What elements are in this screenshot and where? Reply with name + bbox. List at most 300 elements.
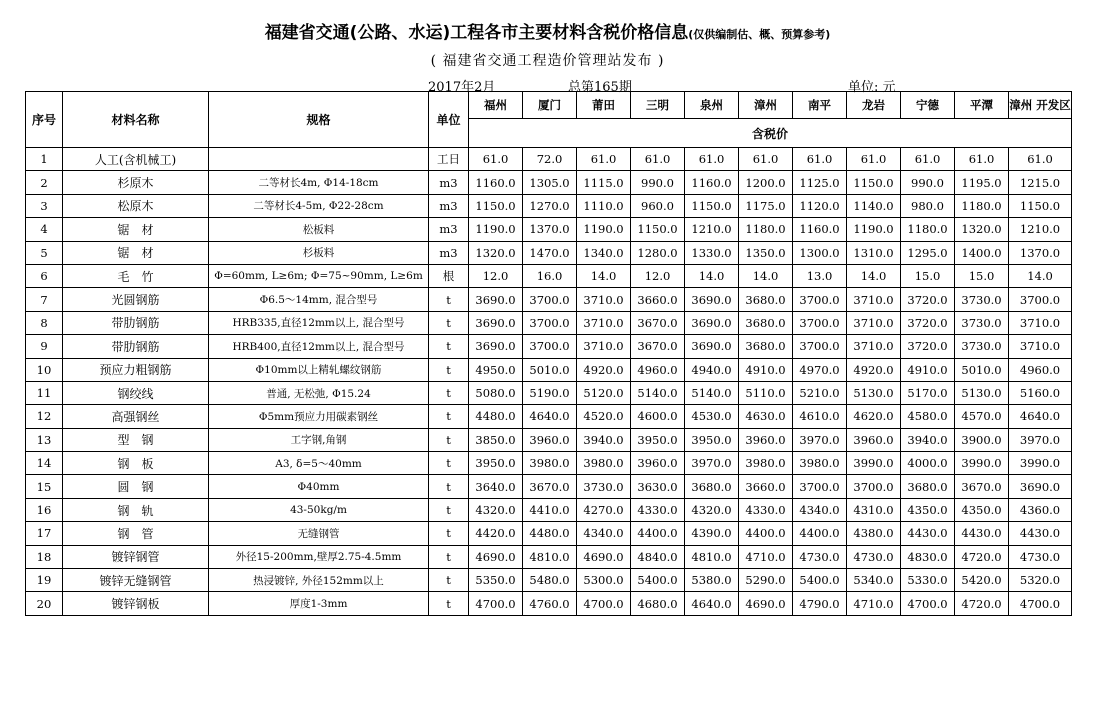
row-price: 4310.0 bbox=[847, 498, 901, 521]
row-price: 1470.0 bbox=[523, 241, 577, 264]
row-price: 4790.0 bbox=[793, 592, 847, 615]
row-price: 4690.0 bbox=[739, 592, 793, 615]
col-header-spec: 规格 bbox=[209, 92, 429, 148]
row-price: 5300.0 bbox=[577, 569, 631, 592]
row-price: 3730.0 bbox=[955, 288, 1009, 311]
row-price: 3710.0 bbox=[847, 335, 901, 358]
row-price: 61.0 bbox=[685, 148, 739, 171]
row-price: 1175.0 bbox=[739, 194, 793, 217]
row-unit: t bbox=[429, 545, 469, 568]
row-price: 61.0 bbox=[577, 148, 631, 171]
table-row bbox=[26, 498, 1072, 521]
row-price: 3980.0 bbox=[739, 452, 793, 475]
col-header-price-group: 含税价 bbox=[469, 119, 1072, 148]
row-price: 3990.0 bbox=[847, 452, 901, 475]
row-material-name: 光圆钢筋 bbox=[63, 288, 209, 311]
row-price: 4330.0 bbox=[631, 498, 685, 521]
row-price: 14.0 bbox=[847, 264, 901, 287]
row-price: 4420.0 bbox=[469, 522, 523, 545]
row-material-name: 钢 管 bbox=[63, 522, 209, 545]
row-material-name: 预应力粗钢筋 bbox=[63, 358, 209, 381]
row-price: 4730.0 bbox=[847, 545, 901, 568]
price-table bbox=[25, 91, 1072, 616]
row-price: 1180.0 bbox=[955, 194, 1009, 217]
row-price: 61.0 bbox=[847, 148, 901, 171]
row-price: 3710.0 bbox=[1009, 311, 1072, 334]
row-material-name: 带肋钢筋 bbox=[63, 311, 209, 334]
row-price: 3680.0 bbox=[739, 335, 793, 358]
row-price: 4700.0 bbox=[1009, 592, 1072, 615]
row-price: 4430.0 bbox=[955, 522, 1009, 545]
col-header-city: 福州 bbox=[469, 92, 523, 119]
row-price: 3670.0 bbox=[523, 475, 577, 498]
row-price: 14.0 bbox=[577, 264, 631, 287]
col-header-city: 龙岩 bbox=[847, 92, 901, 119]
row-seq: 7 bbox=[26, 288, 63, 311]
row-seq: 16 bbox=[26, 498, 63, 521]
row-material-name: 锯 材 bbox=[63, 241, 209, 264]
row-price: 3960.0 bbox=[739, 428, 793, 451]
row-price: 4480.0 bbox=[523, 522, 577, 545]
row-price: 5400.0 bbox=[793, 569, 847, 592]
row-unit: t bbox=[429, 311, 469, 334]
row-seq: 8 bbox=[26, 311, 63, 334]
row-price: 3720.0 bbox=[901, 311, 955, 334]
row-price: 3700.0 bbox=[523, 311, 577, 334]
row-price: 3670.0 bbox=[631, 311, 685, 334]
row-price: 3970.0 bbox=[685, 452, 739, 475]
row-seq: 9 bbox=[26, 335, 63, 358]
row-material-name: 圆 钢 bbox=[63, 475, 209, 498]
col-header-city: 南平 bbox=[793, 92, 847, 119]
row-price: 1300.0 bbox=[793, 241, 847, 264]
row-price: 61.0 bbox=[793, 148, 847, 171]
row-material-name: 镀锌钢板 bbox=[63, 592, 209, 615]
row-price: 12.0 bbox=[469, 264, 523, 287]
row-price: 4710.0 bbox=[739, 545, 793, 568]
row-price: 4340.0 bbox=[577, 522, 631, 545]
row-price: 3690.0 bbox=[685, 335, 739, 358]
table-row bbox=[26, 452, 1072, 475]
row-seq: 19 bbox=[26, 569, 63, 592]
col-header-seq: 序号 bbox=[26, 92, 63, 148]
row-spec: 二等材长4m, Φ14-18cm bbox=[209, 171, 429, 194]
row-price: 3700.0 bbox=[793, 475, 847, 498]
row-price: 3680.0 bbox=[739, 288, 793, 311]
row-price: 1270.0 bbox=[523, 194, 577, 217]
row-price: 14.0 bbox=[1009, 264, 1072, 287]
row-price: 1150.0 bbox=[469, 194, 523, 217]
row-price: 3940.0 bbox=[577, 428, 631, 451]
row-price: 61.0 bbox=[739, 148, 793, 171]
col-header-city: 漳州 bbox=[739, 92, 793, 119]
row-unit: t bbox=[429, 592, 469, 615]
row-price: 5340.0 bbox=[847, 569, 901, 592]
row-price: 5350.0 bbox=[469, 569, 523, 592]
row-unit: t bbox=[429, 405, 469, 428]
row-price: 5400.0 bbox=[631, 569, 685, 592]
row-price: 5170.0 bbox=[901, 381, 955, 404]
row-price: 5380.0 bbox=[685, 569, 739, 592]
row-price: 1125.0 bbox=[793, 171, 847, 194]
row-material-name: 毛 竹 bbox=[63, 264, 209, 287]
row-price: 4830.0 bbox=[901, 545, 955, 568]
row-material-name: 钢 板 bbox=[63, 452, 209, 475]
row-price: 1305.0 bbox=[523, 171, 577, 194]
row-material-name: 高强钢丝 bbox=[63, 405, 209, 428]
row-unit: t bbox=[429, 358, 469, 381]
row-price: 1350.0 bbox=[739, 241, 793, 264]
row-seq: 10 bbox=[26, 358, 63, 381]
row-seq: 6 bbox=[26, 264, 63, 287]
row-price: 4680.0 bbox=[631, 592, 685, 615]
row-price: 3670.0 bbox=[955, 475, 1009, 498]
row-price: 1150.0 bbox=[1009, 194, 1072, 217]
row-price: 3980.0 bbox=[577, 452, 631, 475]
row-price: 1200.0 bbox=[739, 171, 793, 194]
row-material-name: 杉原木 bbox=[63, 171, 209, 194]
row-price: 4570.0 bbox=[955, 405, 1009, 428]
row-unit: t bbox=[429, 381, 469, 404]
row-price: 1160.0 bbox=[685, 171, 739, 194]
row-price: 1370.0 bbox=[523, 218, 577, 241]
row-price: 3700.0 bbox=[1009, 288, 1072, 311]
row-price: 61.0 bbox=[955, 148, 1009, 171]
row-unit: t bbox=[429, 475, 469, 498]
row-price: 3630.0 bbox=[631, 475, 685, 498]
row-price: 1120.0 bbox=[793, 194, 847, 217]
row-price: 4270.0 bbox=[577, 498, 631, 521]
row-price: 1190.0 bbox=[577, 218, 631, 241]
row-price: 3720.0 bbox=[901, 288, 955, 311]
row-spec: 外径15-200mm,壁厚2.75-4.5mm bbox=[209, 545, 429, 568]
row-price: 4000.0 bbox=[901, 452, 955, 475]
row-price: 4350.0 bbox=[901, 498, 955, 521]
row-price: 3690.0 bbox=[469, 288, 523, 311]
row-price: 4960.0 bbox=[1009, 358, 1072, 381]
row-spec: Φ10mm以上精轧螺纹钢筋 bbox=[209, 358, 429, 381]
row-price: 4760.0 bbox=[523, 592, 577, 615]
row-price: 3710.0 bbox=[847, 311, 901, 334]
row-spec: 厚度1-3mm bbox=[209, 592, 429, 615]
table-row bbox=[26, 194, 1072, 217]
row-price: 1340.0 bbox=[577, 241, 631, 264]
row-price: 4530.0 bbox=[685, 405, 739, 428]
row-price: 1190.0 bbox=[469, 218, 523, 241]
row-price: 3680.0 bbox=[739, 311, 793, 334]
row-price: 61.0 bbox=[901, 148, 955, 171]
row-price: 990.0 bbox=[631, 171, 685, 194]
row-price: 4320.0 bbox=[685, 498, 739, 521]
row-spec: 无缝钢管 bbox=[209, 522, 429, 545]
row-price: 3960.0 bbox=[847, 428, 901, 451]
row-price: 4940.0 bbox=[685, 358, 739, 381]
row-price: 4400.0 bbox=[793, 522, 847, 545]
title-text: 福建省交通(公路、水运)工程各市主要材料含税价格信息 bbox=[264, 23, 689, 43]
row-seq: 3 bbox=[26, 194, 63, 217]
row-unit: t bbox=[429, 335, 469, 358]
row-price: 3950.0 bbox=[469, 452, 523, 475]
row-spec: Φ5mm预应力用碳素钢丝 bbox=[209, 405, 429, 428]
row-spec: 43-50kg/m bbox=[209, 498, 429, 521]
row-price: 1280.0 bbox=[631, 241, 685, 264]
row-price: 4700.0 bbox=[577, 592, 631, 615]
row-price: 1400.0 bbox=[955, 241, 1009, 264]
row-price: 3940.0 bbox=[901, 428, 955, 451]
row-material-name: 型 钢 bbox=[63, 428, 209, 451]
row-price: 4810.0 bbox=[523, 545, 577, 568]
row-price: 1180.0 bbox=[739, 218, 793, 241]
issue-number: 总第165期 bbox=[568, 80, 632, 95]
row-price: 3700.0 bbox=[523, 335, 577, 358]
row-price: 3690.0 bbox=[1009, 475, 1072, 498]
issue-date: 2017年2月 bbox=[428, 80, 496, 95]
row-price: 4720.0 bbox=[955, 592, 1009, 615]
row-price: 3850.0 bbox=[469, 428, 523, 451]
row-price: 4970.0 bbox=[793, 358, 847, 381]
row-price: 5320.0 bbox=[1009, 569, 1072, 592]
row-price: 4390.0 bbox=[685, 522, 739, 545]
col-header-city: 漳州 开发区 bbox=[1009, 92, 1072, 119]
row-unit: m3 bbox=[429, 218, 469, 241]
row-price: 4810.0 bbox=[685, 545, 739, 568]
row-seq: 20 bbox=[26, 592, 63, 615]
row-price: 3950.0 bbox=[631, 428, 685, 451]
row-material-name: 镀锌无缝钢管 bbox=[63, 569, 209, 592]
row-price: 15.0 bbox=[901, 264, 955, 287]
row-price: 3970.0 bbox=[1009, 428, 1072, 451]
row-seq: 14 bbox=[26, 452, 63, 475]
row-price: 3970.0 bbox=[793, 428, 847, 451]
row-price: 5120.0 bbox=[577, 381, 631, 404]
row-price: 3960.0 bbox=[523, 428, 577, 451]
table-row bbox=[26, 241, 1072, 264]
row-unit: t bbox=[429, 288, 469, 311]
table-row bbox=[26, 475, 1072, 498]
row-price: 4330.0 bbox=[739, 498, 793, 521]
row-price: 1195.0 bbox=[955, 171, 1009, 194]
row-price: 4730.0 bbox=[1009, 545, 1072, 568]
row-price: 3990.0 bbox=[955, 452, 1009, 475]
row-price: 3710.0 bbox=[577, 311, 631, 334]
row-price: 3710.0 bbox=[847, 288, 901, 311]
table-row bbox=[26, 522, 1072, 545]
row-price: 5160.0 bbox=[1009, 381, 1072, 404]
row-price: 3690.0 bbox=[685, 311, 739, 334]
row-price: 5290.0 bbox=[739, 569, 793, 592]
row-price: 3680.0 bbox=[685, 475, 739, 498]
row-price: 5330.0 bbox=[901, 569, 955, 592]
col-header-city: 厦门 bbox=[523, 92, 577, 119]
row-price: 4720.0 bbox=[955, 545, 1009, 568]
table-row bbox=[26, 148, 1072, 171]
row-unit: m3 bbox=[429, 241, 469, 264]
row-price: 1150.0 bbox=[631, 218, 685, 241]
row-price: 5130.0 bbox=[847, 381, 901, 404]
row-price: 3690.0 bbox=[469, 311, 523, 334]
row-price: 1330.0 bbox=[685, 241, 739, 264]
row-price: 61.0 bbox=[469, 148, 523, 171]
row-price: 14.0 bbox=[685, 264, 739, 287]
row-seq: 13 bbox=[26, 428, 63, 451]
row-price: 3980.0 bbox=[523, 452, 577, 475]
row-price: 1150.0 bbox=[847, 171, 901, 194]
row-price: 4840.0 bbox=[631, 545, 685, 568]
row-price: 3720.0 bbox=[901, 335, 955, 358]
row-price: 5010.0 bbox=[955, 358, 1009, 381]
unit-label: 单位: 元 bbox=[848, 80, 896, 95]
table-row bbox=[26, 405, 1072, 428]
row-price: 4640.0 bbox=[685, 592, 739, 615]
row-price: 1370.0 bbox=[1009, 241, 1072, 264]
row-price: 61.0 bbox=[631, 148, 685, 171]
row-price: 4380.0 bbox=[847, 522, 901, 545]
row-price: 3700.0 bbox=[793, 335, 847, 358]
row-price: 1160.0 bbox=[793, 218, 847, 241]
table-row bbox=[26, 428, 1072, 451]
publisher-subtitle: ( 福建省交通工程造价管理站发布 ) bbox=[430, 53, 665, 69]
row-price: 3670.0 bbox=[631, 335, 685, 358]
row-price: 4320.0 bbox=[469, 498, 523, 521]
row-spec: Φ=60mm, L≥6m; Φ=75~90mm, L≥6m bbox=[209, 264, 429, 287]
table-row bbox=[26, 335, 1072, 358]
row-price: 3640.0 bbox=[469, 475, 523, 498]
row-price: 4340.0 bbox=[793, 498, 847, 521]
row-unit: t bbox=[429, 498, 469, 521]
row-price: 3710.0 bbox=[577, 335, 631, 358]
col-header-unit: 单位 bbox=[429, 92, 469, 148]
col-header-city: 三明 bbox=[631, 92, 685, 119]
row-spec: Φ40mm bbox=[209, 475, 429, 498]
row-unit: 根 bbox=[429, 264, 469, 287]
row-price: 4690.0 bbox=[469, 545, 523, 568]
row-price: 1320.0 bbox=[469, 241, 523, 264]
row-unit: t bbox=[429, 569, 469, 592]
row-price: 3660.0 bbox=[631, 288, 685, 311]
col-header-city: 莆田 bbox=[577, 92, 631, 119]
row-price: 3730.0 bbox=[955, 311, 1009, 334]
row-price: 3900.0 bbox=[955, 428, 1009, 451]
row-price: 4580.0 bbox=[901, 405, 955, 428]
row-spec: 普通, 无松弛, Φ15.24 bbox=[209, 381, 429, 404]
row-price: 4730.0 bbox=[793, 545, 847, 568]
page-title bbox=[0, 18, 1095, 43]
row-seq: 15 bbox=[26, 475, 63, 498]
row-price: 3700.0 bbox=[847, 475, 901, 498]
row-price: 5190.0 bbox=[523, 381, 577, 404]
row-material-name: 钢 轨 bbox=[63, 498, 209, 521]
row-price: 5480.0 bbox=[523, 569, 577, 592]
row-price: 4630.0 bbox=[739, 405, 793, 428]
row-unit: m3 bbox=[429, 171, 469, 194]
row-spec: HRB400,直径12mm以上, 混合型号 bbox=[209, 335, 429, 358]
row-price: 4400.0 bbox=[631, 522, 685, 545]
row-price: 980.0 bbox=[901, 194, 955, 217]
row-price: 4910.0 bbox=[739, 358, 793, 381]
table-row bbox=[26, 218, 1072, 241]
row-material-name: 带肋钢筋 bbox=[63, 335, 209, 358]
row-price: 1110.0 bbox=[577, 194, 631, 217]
row-price: 4920.0 bbox=[577, 358, 631, 381]
row-price: 4620.0 bbox=[847, 405, 901, 428]
row-price: 1150.0 bbox=[685, 194, 739, 217]
row-price: 1215.0 bbox=[1009, 171, 1072, 194]
row-seq: 17 bbox=[26, 522, 63, 545]
row-price: 3700.0 bbox=[793, 288, 847, 311]
row-price: 4640.0 bbox=[523, 405, 577, 428]
row-price: 3950.0 bbox=[685, 428, 739, 451]
row-price: 1310.0 bbox=[847, 241, 901, 264]
row-unit: 工日 bbox=[429, 148, 469, 171]
title-note: (仅供编制估、概、预算参考) bbox=[688, 28, 831, 41]
row-spec: 二等材长4-5m, Φ22-28cm bbox=[209, 194, 429, 217]
row-unit: t bbox=[429, 428, 469, 451]
row-spec: HRB335,直径12mm以上, 混合型号 bbox=[209, 311, 429, 334]
row-price: 4610.0 bbox=[793, 405, 847, 428]
row-price: 13.0 bbox=[793, 264, 847, 287]
row-price: 4960.0 bbox=[631, 358, 685, 381]
col-header-city: 宁德 bbox=[901, 92, 955, 119]
row-price: 15.0 bbox=[955, 264, 1009, 287]
row-price: 3990.0 bbox=[1009, 452, 1072, 475]
row-price: 4920.0 bbox=[847, 358, 901, 381]
row-spec: Φ6.5～14mm, 混合型号 bbox=[209, 288, 429, 311]
row-price: 4600.0 bbox=[631, 405, 685, 428]
row-price: 1160.0 bbox=[469, 171, 523, 194]
row-price: 3980.0 bbox=[793, 452, 847, 475]
col-header-city: 泉州 bbox=[685, 92, 739, 119]
row-price: 5210.0 bbox=[793, 381, 847, 404]
row-seq: 18 bbox=[26, 545, 63, 568]
row-price: 4360.0 bbox=[1009, 498, 1072, 521]
row-price: 4520.0 bbox=[577, 405, 631, 428]
row-price: 3730.0 bbox=[577, 475, 631, 498]
row-price: 3700.0 bbox=[793, 311, 847, 334]
row-material-name: 人工(含机械工) bbox=[63, 148, 209, 171]
row-price: 3690.0 bbox=[685, 288, 739, 311]
row-seq: 1 bbox=[26, 148, 63, 171]
row-price: 61.0 bbox=[1009, 148, 1072, 171]
table-row bbox=[26, 592, 1072, 615]
row-price: 4480.0 bbox=[469, 405, 523, 428]
row-price: 960.0 bbox=[631, 194, 685, 217]
row-price: 5130.0 bbox=[955, 381, 1009, 404]
row-price: 990.0 bbox=[901, 171, 955, 194]
row-price: 1115.0 bbox=[577, 171, 631, 194]
row-price: 3710.0 bbox=[577, 288, 631, 311]
row-price: 5010.0 bbox=[523, 358, 577, 381]
table-row bbox=[26, 545, 1072, 568]
row-price: 5140.0 bbox=[685, 381, 739, 404]
row-spec: A3, δ=5～40mm bbox=[209, 452, 429, 475]
row-seq: 11 bbox=[26, 381, 63, 404]
col-header-city: 平潭 bbox=[955, 92, 1009, 119]
row-price: 3700.0 bbox=[523, 288, 577, 311]
row-price: 1295.0 bbox=[901, 241, 955, 264]
table-row bbox=[26, 569, 1072, 592]
table-row bbox=[26, 171, 1072, 194]
row-material-name: 镀锌钢管 bbox=[63, 545, 209, 568]
row-price: 12.0 bbox=[631, 264, 685, 287]
row-price: 3710.0 bbox=[1009, 335, 1072, 358]
row-material-name: 锯 材 bbox=[63, 218, 209, 241]
row-seq: 4 bbox=[26, 218, 63, 241]
row-price: 72.0 bbox=[523, 148, 577, 171]
row-price: 1180.0 bbox=[901, 218, 955, 241]
row-material-name: 松原木 bbox=[63, 194, 209, 217]
table-row bbox=[26, 288, 1072, 311]
row-unit: m3 bbox=[429, 194, 469, 217]
